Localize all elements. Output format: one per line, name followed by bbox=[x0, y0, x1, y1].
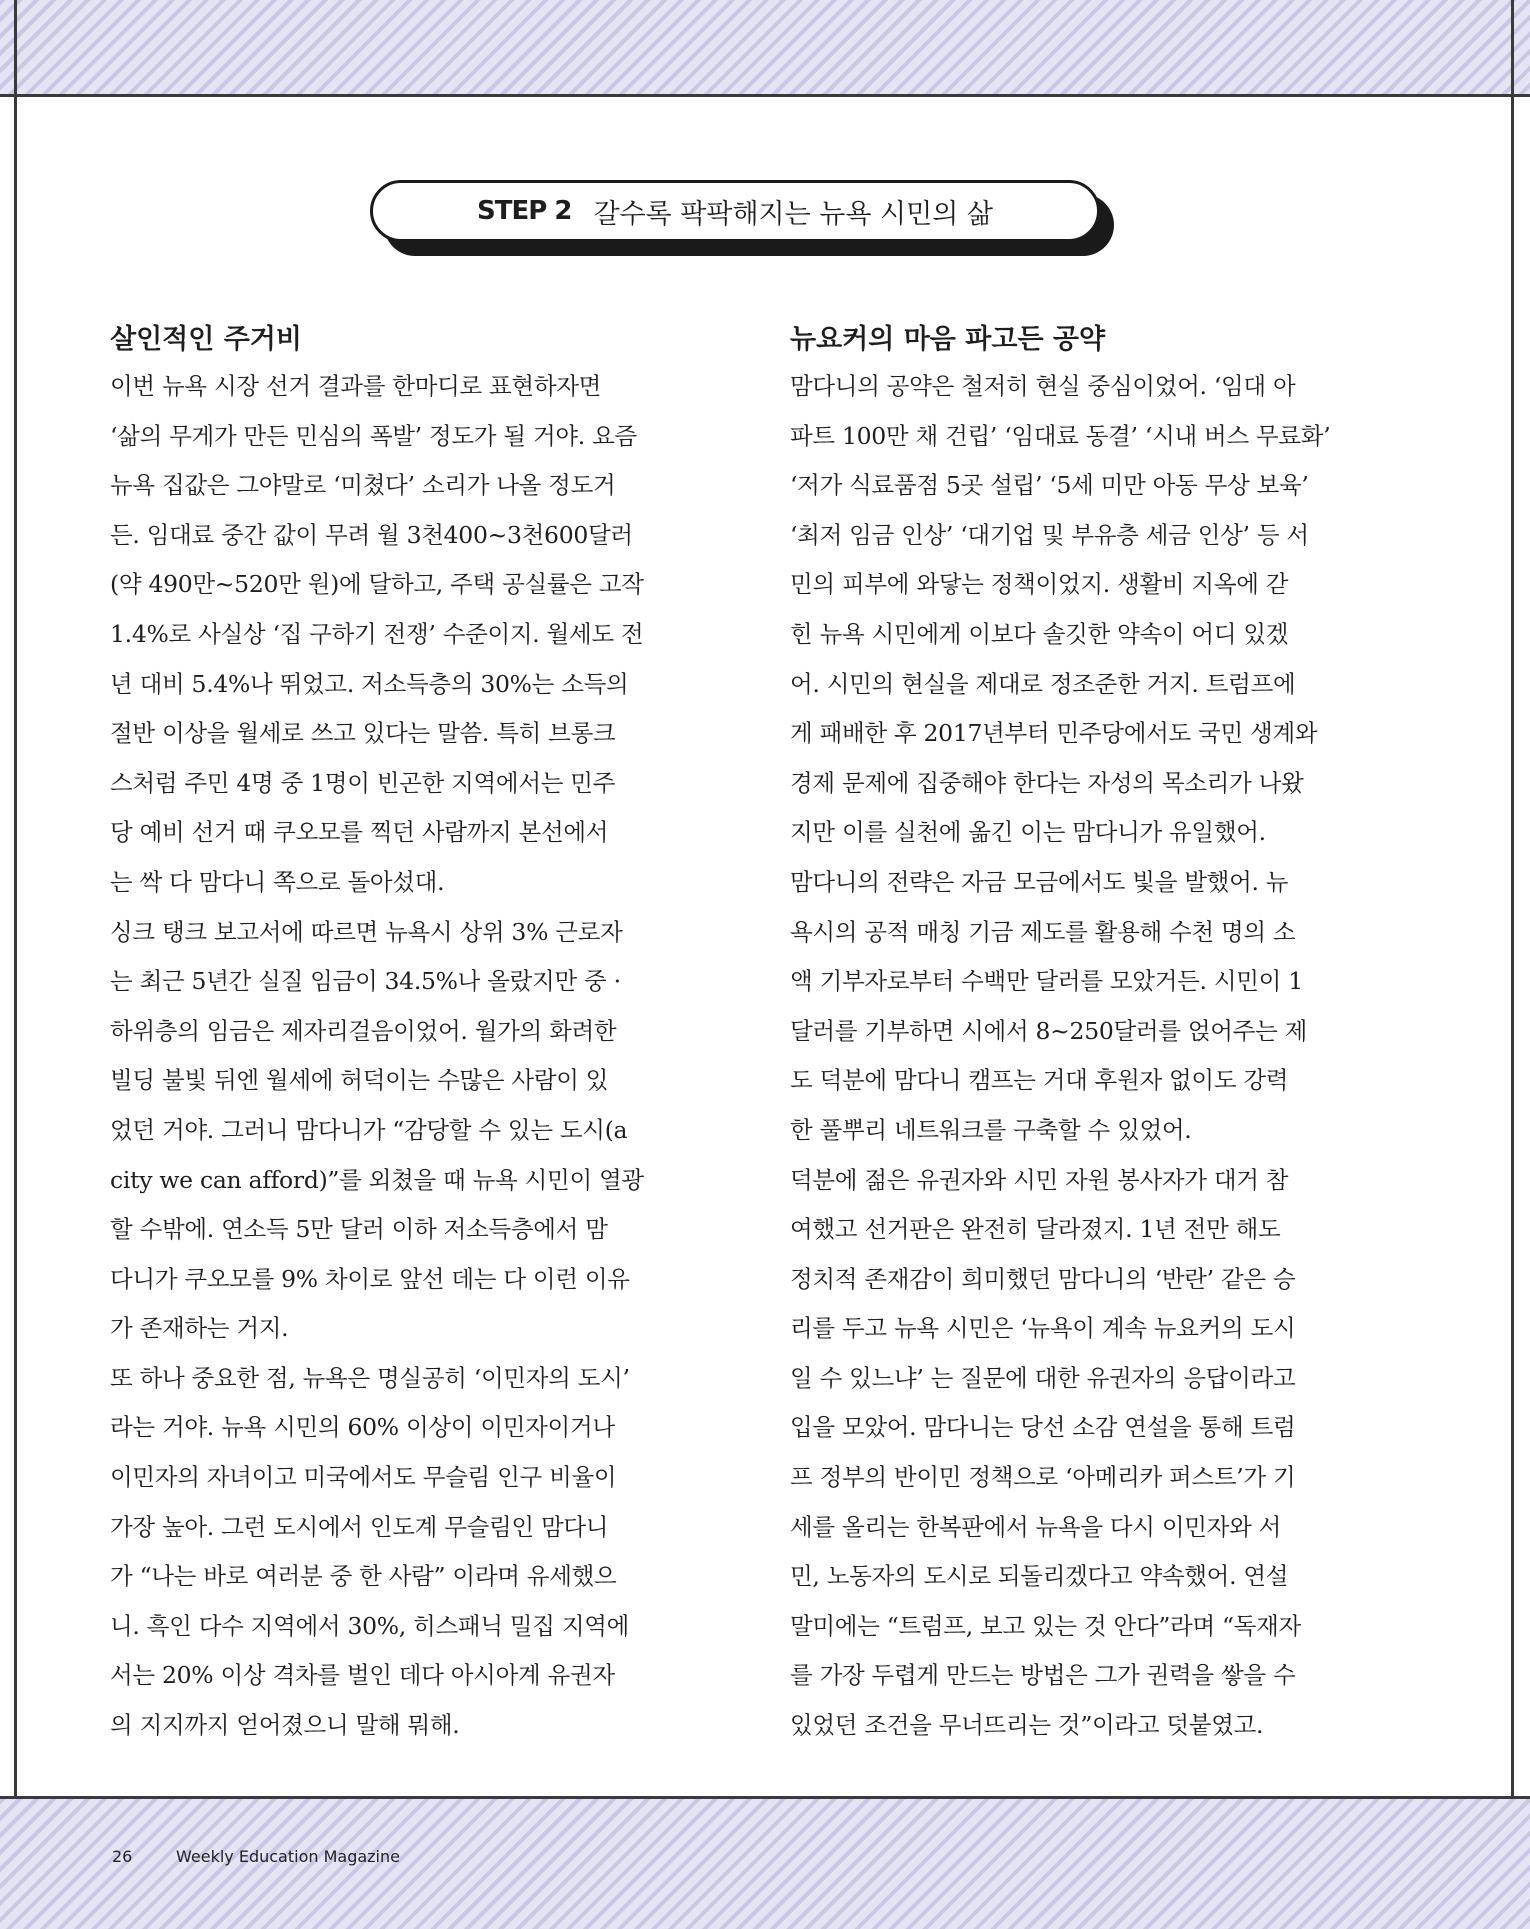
paragraph bbox=[110, 1354, 690, 1751]
text-line: 맘다니의 공약은 철저히 현실 중심이었어. ‘임대 아 bbox=[790, 372, 1296, 400]
text-line: 가 “나는 바로 여러분 중 한 사람” 이라며 유세했으 bbox=[110, 1562, 617, 1591]
magazine-name: Weekly Education Magazine bbox=[176, 1847, 400, 1866]
paragraph bbox=[790, 362, 1370, 858]
text-line: 있었던 조건을 무너뜨리는 것”이라고 덧붙였고. bbox=[790, 1711, 1264, 1740]
text-line: 스처럼 주민 4명 중 1명이 빈곤한 지역에서는 민주 bbox=[110, 768, 616, 797]
text-line: 민의 피부에 와닿는 정책이었지. 생활비 지옥에 갇 bbox=[790, 570, 1289, 599]
text-line: 액 기부자로부터 수백만 달러를 모았거든. 시민이 1 bbox=[790, 967, 1303, 996]
text-line: (약 490만~520만 원)에 달하고, 주택 공실률은 고작 bbox=[110, 570, 644, 599]
text-line: 정치적 존재감이 희미했던 맘다니의 ‘반란’ 같은 승 bbox=[790, 1264, 1296, 1293]
text-line: 는 최근 5년간 실질 임금이 34.5%나 올랐지만 중 · bbox=[110, 967, 621, 996]
text-line: 입을 모았어. 맘다니는 당선 소감 연설을 통해 트럼 bbox=[790, 1413, 1296, 1442]
text-line: 의 지지까지 얻어졌으니 말해 뭐해. bbox=[110, 1711, 460, 1740]
text-line: ‘최저 임금 인상’ ‘대기업 및 부유층 세금 인상’ 등 서 bbox=[790, 520, 1309, 549]
text-line: 든. 임대료 중간 값이 무려 월 3천400~3천600달러 bbox=[110, 520, 633, 549]
text-line: 세를 올리는 한복판에서 뉴욕을 다시 이민자와 서 bbox=[790, 1512, 1282, 1541]
text-line: 가장 높아. 그런 도시에서 인도계 무슬림인 맘다니 bbox=[110, 1512, 609, 1541]
right-column-heading: 뉴요커의 마음 파고든 공약 bbox=[790, 324, 1106, 355]
text-line: 하위층의 임금은 제자리걸음이었어. 월가의 화려한 bbox=[110, 1016, 617, 1045]
text-line: 1.4%로 사실상 ‘집 구하기 전쟁’ 수준이지. 월세도 전 bbox=[110, 619, 644, 648]
text-line: 싱크 탱크 보고서에 따르면 뉴욕시 상위 3% 근로자 bbox=[110, 917, 623, 946]
text-line: 당 예비 선거 때 쿠오모를 찍던 사람까지 본선에서 bbox=[110, 818, 609, 847]
text-line: 이번 뉴욕 시장 선거 결과를 한마디로 표현하자면 bbox=[110, 372, 602, 400]
text-line: ‘저가 식료품점 5곳 설립’ ‘5세 미만 아동 무상 보육’ bbox=[790, 471, 1309, 500]
text-line: 뉴욕 집값은 그야말로 ‘미쳤다’ 소리가 나올 정도거 bbox=[110, 471, 616, 500]
text-line: 달러를 기부하면 시에서 8~250달러를 얹어주는 제 bbox=[790, 1016, 1308, 1045]
text-line: 맘다니의 전략은 자금 모금에서도 빛을 발했어. 뉴 bbox=[790, 867, 1289, 896]
page-number: 26 bbox=[112, 1847, 133, 1866]
text-line: 한 풀뿌리 네트워크를 구축할 수 있었어. bbox=[790, 1115, 1192, 1144]
text-line: 빌딩 불빛 뒤엔 월세에 허덕이는 수많은 사람이 있 bbox=[110, 1066, 609, 1095]
text-line: 욕시의 공적 매칭 기금 제도를 활용해 수천 명의 소 bbox=[790, 917, 1296, 946]
text-line: 이민자의 자녀이고 미국에서도 무슬림 인구 비율이 bbox=[110, 1463, 617, 1492]
text-line: 프 정부의 반이민 정책으로 ‘아메리카 퍼스트’가 기 bbox=[790, 1463, 1296, 1492]
text-line: 다니가 쿠오모를 9% 차이로 앞선 데는 다 이런 이유 bbox=[110, 1264, 630, 1293]
text-line: 었던 거야. 그러니 맘다니가 “감당할 수 있는 도시(a bbox=[110, 1115, 628, 1144]
text-line: 리를 두고 뉴욕 시민은 ‘뉴욕이 계속 뉴요커의 도시 bbox=[790, 1314, 1296, 1343]
text-line: 니. 흑인 다수 지역에서 30%, 히스패닉 밀집 지역에 bbox=[110, 1611, 630, 1640]
text-line: 힌 뉴욕 시민에게 이보다 솔깃한 약속이 어디 있겠 bbox=[790, 619, 1289, 648]
left-column bbox=[110, 318, 690, 1751]
text-line: 덕분에 젊은 유권자와 시민 자원 봉사자가 대거 참 bbox=[790, 1165, 1289, 1194]
text-line: 게 패배한 후 2017년부터 민주당에서도 국민 생계와 bbox=[790, 719, 1318, 748]
text-line: ‘삶의 무게가 만든 민심의 폭발’ 정도가 될 거야. 요즘 bbox=[110, 421, 637, 450]
paragraph bbox=[110, 362, 690, 908]
step-label: STEP 2 bbox=[477, 196, 572, 226]
text-line: 지만 이를 실천에 옮긴 이는 맘다니가 유일했어. bbox=[790, 818, 1266, 847]
text-line: 가 존재하는 거지. bbox=[110, 1314, 289, 1343]
step-banner bbox=[370, 180, 1100, 242]
paragraph bbox=[790, 1156, 1370, 1751]
text-line: 민, 노동자의 도시로 되돌리겠다고 약속했어. 연설 bbox=[790, 1562, 1289, 1591]
right-column bbox=[790, 318, 1370, 1751]
text-line: 파트 100만 채 건립’ ‘임대료 동결’ ‘시내 버스 무료화’ bbox=[790, 421, 1331, 450]
text-line: 를 가장 두렵게 만드는 방법은 그가 권력을 쌓을 수 bbox=[790, 1661, 1296, 1690]
text-line: 어. 시민의 현실을 제대로 정조준한 거지. 트럼프에 bbox=[790, 669, 1296, 698]
text-line: 년 대비 5.4%나 뛰었고. 저소득층의 30%는 소득의 bbox=[110, 669, 629, 698]
step-title: 갈수록 팍팍해지는 뉴욕 시민의 삶 bbox=[593, 198, 993, 230]
text-line: 도 덕분에 맘다니 캠프는 거대 후원자 없이도 강력 bbox=[790, 1066, 1289, 1095]
text-line: 할 수밖에. 연소득 5만 달러 이하 저소득층에서 맘 bbox=[110, 1215, 608, 1244]
text-line: 말미에는 “트럼프, 보고 있는 것 안다”라며 “독재자 bbox=[790, 1611, 1301, 1640]
text-line: city we can afford)”를 외쳤을 때 뉴욕 시민이 열광 bbox=[110, 1165, 644, 1194]
left-column-heading: 살인적인 주거비 bbox=[110, 324, 302, 355]
text-line: 여했고 선거판은 완전히 달라졌지. 1년 전만 해도 bbox=[790, 1215, 1281, 1244]
text-line: 경제 문제에 집중해야 한다는 자성의 목소리가 나왔 bbox=[790, 768, 1304, 797]
text-line: 라는 거야. 뉴욕 시민의 60% 이상이 이민자이거나 bbox=[110, 1413, 615, 1442]
text-line: 일 수 있느냐’ 는 질문에 대한 유권자의 응답이라고 bbox=[790, 1363, 1296, 1392]
paragraph bbox=[110, 908, 690, 1354]
text-line: 는 싹 다 맘다니 쪽으로 돌아섰대. bbox=[110, 867, 445, 896]
text-line: 절반 이상을 월세로 쓰고 있다는 말씀. 특히 브롱크 bbox=[110, 719, 616, 748]
text-line: 또 하나 중요한 점, 뉴욕은 명실공히 ‘이민자의 도시’ bbox=[110, 1363, 630, 1392]
text-line: 서는 20% 이상 격차를 벌인 데다 아시아계 유권자 bbox=[110, 1661, 615, 1690]
paragraph bbox=[790, 858, 1370, 1156]
